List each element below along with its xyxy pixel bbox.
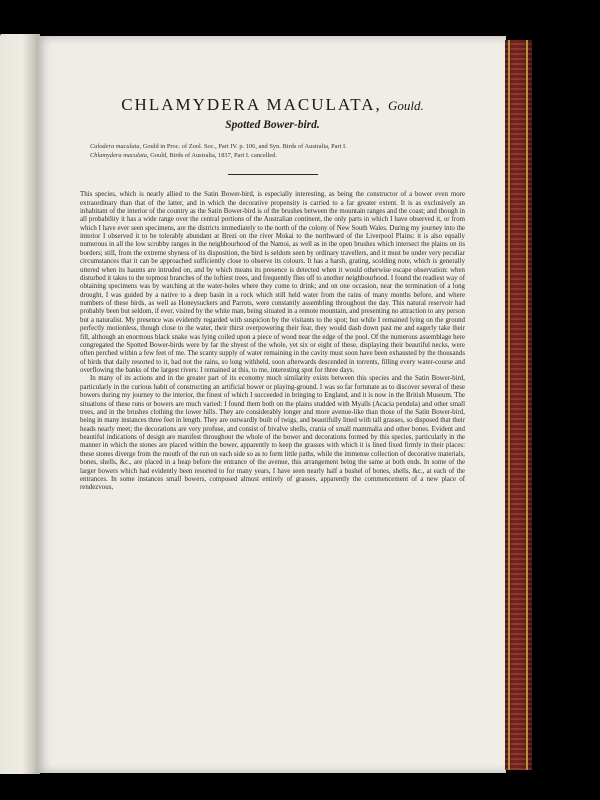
synonym-ref: Gould in Proc. of Zool. Soc., Part IV. p. 106, and Syn. Birds of Australia, Part I. xyxy=(142,143,347,150)
paragraph: This species, which is nearly allied to the Satin Bower-bird, is especially interesting, as being the constructor of a bower even more extraordinary than that of the latter, and in which the decorative propensity is carried to a far greater extent. It is as exclusively an inhabitant of the interior of the country as the Satin Bower-bird is of the brushes between the mountain ranges and the coast; and though in all probability it has a wide range over the central portions of the Australian continent, the only parts in which I have observed it, or from which I have ever seen specimens, are the districts immediately to the north of the colony of New South Wales. During my journey into the interior I observed it to be tolerably abundant at Brezi on the river Mokai to the northward of the Liverpool Plains: it is also equally numerous in all the low scrubby ranges in the neighbourhood of the Namoi, as well as in the open brushes which intersect the plains on its borders; still, from the extreme shyness of its disposition, the bird is seldom seen by ordinary travellers, and it must be under very peculiar circumstances that it can be approached sufficiently close to observe its colours. It has a harsh, grating, scolding note, which is generally uttered when its haunts are intruded on, and by which means its presence is detected when it would otherwise escape observation: when disturbed it takes to the topmost branches of the loftiest trees, and frequently flies off to another neighbourhood. I found the readiest way of obtaining specimens was by watching at the water-holes where they come to drink; and on one occasion, near the termination of a long drought, I was guided by a native to a deep basin in a rock which still held water from the rains of many months before, and where numbers of these birds, as well as Honeysuckers and Parrots, were constantly assembling throughout the day. This natural reservoir had probably been but seldom, if ever, visited by the white man, being situated in a remote mountain, and presenting no attraction to any person but a naturalist. My presence was evidently regarded with suspicion by the visitants to the spot; but while I remained lying on the ground perfectly motionless, though close to the water, their thirst overpowering their fear, they would dash down past me and eagerly take their fill, although an enormous black snake was lying coiled upon a piece of wood near the edge of the pool. Of the numerous assemblage here congregated the Spotted Bower-birds were by far the shyest of the whole, yet six or eight of these, displaying their beautiful necks, were often perched within a few feet of me. The scanty supply of water remaining in the cavity must soon have been exhausted by the thousands of birds that daily resorted to it, had not the rains, so long withheld, soon afterwards descended in torrents, filling every water-course and overflowing the banks of the largest rivers: I remained at this, to me, interesting spot for three days. xyxy=(80,191,465,375)
body-text xyxy=(80,191,465,493)
synonym-name: Calodera maculata, xyxy=(90,143,142,150)
synonym-line xyxy=(90,152,465,161)
synonym-name: Chlamydera maculata, xyxy=(90,151,149,159)
common-name: Spotted Bower-bird. xyxy=(225,119,320,131)
page-title xyxy=(80,95,465,115)
paragraph: In many of its actions and in the greater part of its economy much similarity exists between this species and the Satin Bower-bird, particularly in the curious habit of constructing an artificial bower or playing-ground. I was so far fortunate as to discover several of these bowers during my journey to the interior, the finest of which I succeeded in bringing to England, and it is now in the British Museum. The situations of these runs or bowers are much varied: I found them both on the plains studded with Myalls (Acacia pendula) and other small trees, and in the brushes clothing the lower hills. They are considerably longer and more avenue-like than those of the Satin Bower-bird, being in many instances three feet in length. They are outwardly built of twigs, and beautifully lined with tall grasses, so disposed that their heads nearly meet; the decorations are very profuse, and consist of bivalve shells, crania of small mammalia and other bones. Evident and beautiful indications of design are manifest throughout the whole of the bower and decorations formed by this species, particularly in the manner in which the stones are placed within the bower, apparently to keep the grasses with which it is lined fixed firmly in their places: these stones diverge from the mouth of the run on each side so as to form little paths, while the immense collection of decorative materials, bones, shells, &c., are placed in a heap before the entrance of the avenue, this arrangement being the same at both ends. In some of the larger bowers which had evidently been resorted to for many years, I have seen nearly half a bushel of bones, shells, &c., at each of the entrances. In some instances small bowers, composed almost entirely of grasses, apparently the commencement of a new place of rendezvous, xyxy=(80,375,465,492)
divider-rule xyxy=(228,174,318,175)
facing-page-edge xyxy=(0,34,40,774)
species-author: Gould. xyxy=(388,98,424,113)
synonym-ref: Gould, Birds of Australia, 1837, Part I. cancelled. xyxy=(150,151,277,159)
synonym-line xyxy=(90,143,465,152)
page-content xyxy=(80,95,465,493)
species-name: CHLAMYDERA MACULATA, xyxy=(121,95,382,114)
book-binding xyxy=(505,40,532,770)
synonymy-block xyxy=(90,143,465,160)
